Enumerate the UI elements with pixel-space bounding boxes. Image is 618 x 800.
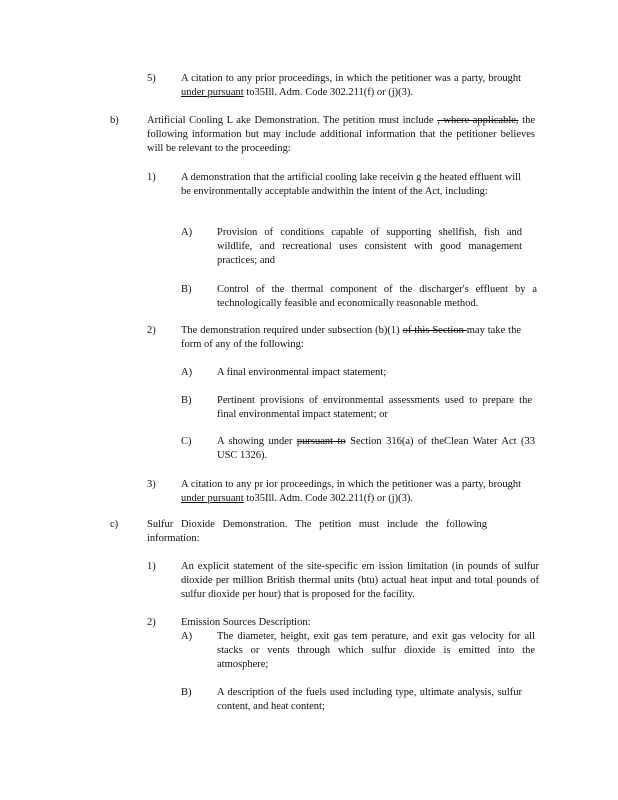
item-label: c)	[110, 519, 119, 530]
text-run: An explicit statement of the site-specific em ission limitation (in pounds of sulfur dioxide per million British thermal units (btu) actual heat input and total pounds of sulfur dioxide per hour) that is proposed for the facility.	[181, 561, 539, 600]
item-label: 1)	[147, 561, 156, 572]
item-text	[147, 518, 487, 546]
text-run: Provision of conditions capable of supporting shellfish, fish and wildlife, and recreational uses consistent with good management practices; and	[217, 227, 522, 266]
item-label: B)	[181, 687, 192, 698]
item-text	[217, 226, 522, 268]
deleted-text: pursuant to	[296, 436, 346, 447]
item-text	[217, 435, 535, 463]
item-text	[181, 616, 381, 630]
item-label: b)	[110, 115, 119, 126]
item-text	[181, 72, 521, 100]
text-run: Artificial Cooling L ake Demonstration. The petition must include	[147, 115, 438, 126]
item-label: A)	[181, 367, 193, 378]
item-label: 2)	[147, 617, 156, 628]
item-text	[217, 394, 532, 422]
item-label: B)	[181, 284, 192, 295]
text-run: A citation to any prior proceedings, in which the petitioner was a party, brought	[181, 73, 521, 84]
item-text	[181, 560, 539, 602]
text-run: The diameter, height, exit gas tem perature, and exit gas velocity for all stacks or vents through which sulfur dioxide is emitted into the atmosphere;	[217, 631, 535, 670]
item-text	[217, 283, 537, 311]
text-run: may take the form of any of the following:	[181, 325, 521, 350]
item-text	[147, 114, 535, 156]
inserted-text: pursuant	[207, 87, 244, 98]
item-text	[217, 630, 535, 672]
text-run: the following information but may include additional information that the petitioner believes will be relevant to the proceeding:	[147, 115, 536, 154]
text-run: A showing under	[217, 436, 297, 447]
text-run: A description of the fuels used including type, ultimate analysis, sulfur content, and heat content;	[217, 687, 522, 712]
item-text	[181, 478, 521, 506]
inserted-text: under	[181, 493, 208, 504]
text-run: to35Ill. Adm. Code 302.211(f) or (j)(3).	[243, 493, 414, 504]
item-text	[217, 366, 522, 380]
text-run: Pertinent provisions of environmental assessments used to prepare the final environmental impact statement; or	[217, 395, 532, 420]
text-run: The demonstration required under subsection (b)(1)	[181, 325, 403, 336]
text-run: Emission Sources Description:	[181, 617, 311, 628]
text-run: Section 316(a) of theClean Water Act (33 USC 1326).	[217, 436, 536, 461]
item-label: 2)	[147, 325, 156, 336]
item-label: 5)	[147, 73, 156, 84]
item-label: B)	[181, 395, 192, 406]
item-text	[181, 324, 521, 352]
text-run: A citation to any pr ior proceedings, in which the petitioner was a party, brought	[181, 479, 521, 490]
deleted-text: of this Section	[402, 325, 467, 336]
item-label: A)	[181, 631, 193, 642]
text-run: A final environmental impact statement;	[217, 367, 387, 378]
inserted-text: under	[181, 87, 208, 98]
item-text	[217, 686, 522, 714]
item-label: 1)	[147, 172, 156, 183]
item-label: A)	[181, 227, 193, 238]
text-run: Sulfur Dioxide Demonstration. The petition must include the following information:	[147, 519, 487, 544]
deleted-text: , where applicable,	[437, 115, 519, 126]
item-label: C)	[181, 436, 192, 447]
item-label: 3)	[147, 479, 156, 490]
text-run: A demonstration that the artificial cooling lake receivin g the heated effluent will be environmentally acceptable andwithin the intent of the Act, including:	[181, 172, 521, 197]
text-run: Control of the thermal component of the discharger's effluent by a technologically feasible and economically reasonable method.	[217, 284, 537, 309]
item-text	[181, 171, 521, 199]
text-run: to35Ill. Adm. Code 302.211(f) or (j)(3).	[243, 87, 414, 98]
inserted-text: pursuant	[207, 493, 244, 504]
